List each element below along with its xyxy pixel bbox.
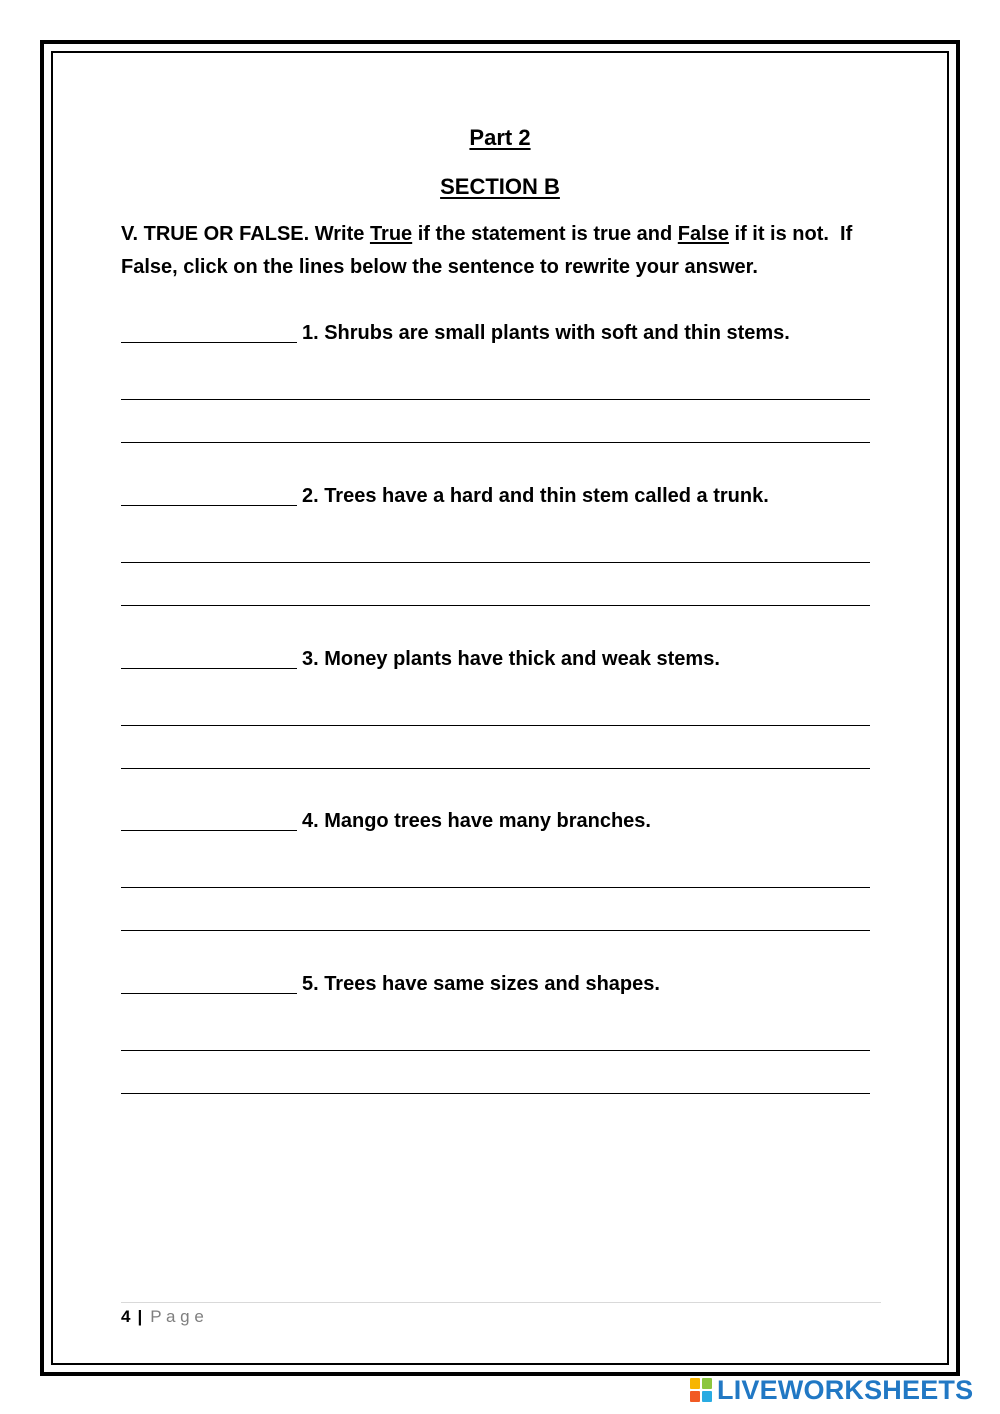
correction-line-input[interactable] — [121, 704, 870, 726]
question-statement — [302, 484, 769, 508]
footer-separator: | — [137, 1307, 143, 1326]
correction-line-input[interactable] — [121, 541, 870, 563]
page-footer — [121, 1306, 204, 1328]
part-title: Part 2 — [469, 125, 531, 150]
question-number: 2. — [302, 484, 319, 507]
question-text: Mango trees have many branches. — [324, 810, 651, 833]
question-5 — [121, 972, 870, 1135]
instructions-line-1 — [121, 218, 852, 251]
section-title: SECTION B — [440, 174, 560, 199]
logo-tile — [690, 1378, 700, 1389]
instructions — [121, 218, 852, 284]
question-statement — [302, 321, 790, 345]
instructions-false-word: False — [677, 223, 729, 245]
liveworksheets-logo — [690, 1376, 973, 1404]
question-2 — [121, 484, 870, 647]
instructions-line-1-end: if it is not. If — [728, 223, 853, 245]
question-4 — [121, 809, 870, 972]
liveworksheets-logo-icon — [690, 1378, 712, 1402]
answer-blank-input[interactable] — [121, 809, 297, 831]
instructions-middle: if the statement is true and — [412, 223, 678, 245]
correction-line-input[interactable] — [121, 747, 870, 769]
question-text: Trees have a hard and thin stem called a trunk. — [324, 484, 769, 507]
page-number: 4 — [121, 1307, 131, 1326]
correction-line-input[interactable] — [121, 866, 870, 888]
correction-line-input[interactable] — [121, 909, 870, 931]
instructions-prefix: V. TRUE OR FALSE. Write — [121, 223, 370, 245]
correction-line-input[interactable] — [121, 1072, 870, 1094]
answer-blank-input[interactable] — [121, 647, 297, 669]
instructions-true-word: True — [369, 223, 413, 245]
answer-blank-input[interactable] — [121, 484, 297, 506]
question-number: 1. — [302, 322, 319, 344]
answer-blank-input[interactable] — [121, 321, 297, 343]
question-3 — [121, 647, 870, 810]
question-statement — [302, 809, 651, 833]
correction-line-input[interactable] — [121, 1029, 870, 1051]
page-label: P a g e — [150, 1307, 204, 1326]
question-list — [121, 321, 870, 1135]
question-1 — [121, 321, 870, 484]
question-number: 5. — [302, 973, 319, 995]
question-number: 3. — [302, 647, 319, 670]
question-number: 4. — [302, 810, 319, 833]
footer-divider — [121, 1302, 881, 1303]
question-text: Trees have same sizes and shapes. — [324, 973, 660, 995]
question-text: Shrubs are small plants with soft and thin stems. — [324, 322, 790, 344]
question-statement — [302, 972, 660, 996]
answer-blank-input[interactable] — [121, 972, 297, 994]
correction-line-input[interactable] — [121, 421, 870, 443]
question-text: Money plants have thick and weak stems. — [324, 647, 720, 670]
correction-line-input[interactable] — [121, 378, 870, 400]
correction-line-input[interactable] — [121, 584, 870, 606]
instructions-line-2: False, click on the lines below the sentence to rewrite your answer. — [121, 256, 758, 278]
logo-wordmark: LIVEWORKSHEETS — [717, 1375, 974, 1405]
logo-tile — [702, 1378, 712, 1389]
logo-tile — [702, 1391, 712, 1402]
logo-tile — [690, 1391, 700, 1402]
question-statement — [302, 647, 720, 671]
